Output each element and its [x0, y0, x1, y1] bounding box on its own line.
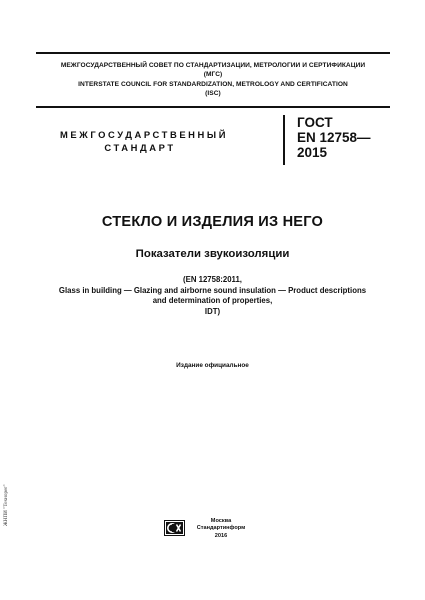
council-header: [36, 52, 390, 108]
publisher-city: Москва: [210, 518, 232, 524]
council-name-ru: МЕЖГОСУДАРСТВЕННЫЙ СОВЕТ ПО СТАНДАРТИЗАЦИИ, МЕТРОЛОГИИ И СЕРТИФИКАЦИИ: [60, 62, 366, 69]
standard-type-line1: МЕЖГОСУДАРСТВЕННЫЙ: [60, 129, 229, 140]
original-line3: and determination of properties,: [152, 296, 273, 305]
original-line1: (EN 12758:2011,: [183, 275, 242, 284]
standard-type: [60, 128, 229, 154]
standard-type-line2: СТАНДАРТ: [104, 142, 176, 153]
designation-line2: EN 12758—: [297, 130, 371, 145]
designation-line1: ГОСТ: [297, 115, 333, 130]
original-line4: IDT): [204, 306, 221, 316]
original-line2: Glass in building — Glazing and airborne sound insulation — Product descriptions: [58, 285, 367, 295]
document-subtitle: Показатели звукоизоляции: [135, 248, 290, 260]
edition-note: Издание официальное: [176, 362, 249, 369]
publisher-logo-icon: [164, 520, 185, 536]
publisher-name: Стандартинформ: [196, 525, 246, 532]
margin-stamp: ЖНПИ "Технорег": [3, 484, 9, 526]
publisher-block: [190, 518, 252, 540]
original-standard-reference: [20, 275, 405, 317]
publication-year: 2016: [214, 532, 228, 539]
council-abbr-ru: (МГС): [203, 71, 223, 79]
council-name-en: INTERSTATE COUNCIL FOR STANDARDIZATION, METROLOGY AND CERTIFICATION: [78, 80, 348, 88]
council-abbr-en: (ISC): [205, 90, 221, 98]
standard-designation: [283, 115, 393, 165]
designation-line3: 2015: [297, 145, 328, 160]
document-title: СТЕКЛО И ИЗДЕЛИЯ ИЗ НЕГО: [101, 214, 324, 230]
